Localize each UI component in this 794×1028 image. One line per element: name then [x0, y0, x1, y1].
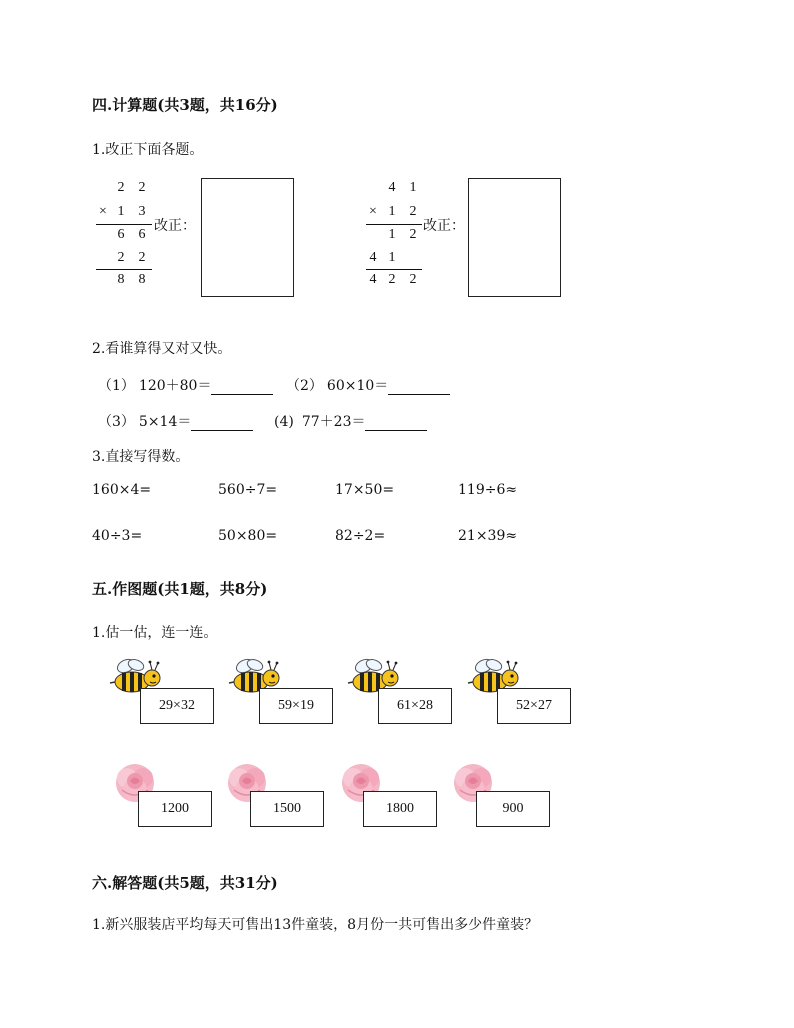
calc-item-1: [98, 375, 273, 395]
digit: 8: [138, 272, 146, 287]
digit: 4: [369, 272, 377, 287]
digit: 2: [409, 227, 417, 242]
digit: 2: [138, 180, 146, 195]
left-multiplication: [96, 180, 156, 290]
oral-calc-item: 50×80=: [218, 528, 278, 544]
divider-line: [96, 224, 152, 225]
value-box[interactable]: 1200: [138, 791, 212, 827]
question-2-prompt: 2.看谁算得又对又快。: [92, 341, 232, 357]
digit: 4: [369, 250, 377, 265]
oral-calc-item: 21×39≈: [458, 528, 518, 544]
item-number: (4): [274, 414, 294, 430]
digit: 4: [388, 180, 396, 195]
digit: 2: [409, 204, 417, 219]
expression-box[interactable]: 52×27: [497, 688, 571, 724]
digit: 1: [409, 180, 417, 195]
expression-box[interactable]: 29×32: [140, 688, 214, 724]
digit: 6: [117, 227, 125, 242]
digit: 2: [409, 272, 417, 287]
correct-label-right: 改正：: [423, 218, 465, 234]
section4-title: 四.计算题(共3题，共16分): [92, 96, 278, 114]
expression-box[interactable]: 61×28: [378, 688, 452, 724]
calc-item-4: [274, 411, 427, 431]
correct-label-left: 改正：: [154, 218, 196, 234]
item-number: （2）: [286, 378, 323, 394]
digit: 2: [388, 272, 396, 287]
item-number: （3）: [98, 414, 135, 430]
answer-blank[interactable]: [191, 414, 253, 431]
digit: 1: [388, 204, 396, 219]
times-sign: ×: [369, 204, 377, 219]
question-1-prompt: 1.改正下面各题。: [92, 142, 204, 158]
digit: 2: [117, 250, 125, 265]
divider-line: [366, 224, 422, 225]
word-problem-1: 1.新兴服装店平均每天可售出13件童装，8月份一共可售出多少件童装？: [92, 917, 539, 933]
divider-line: [366, 269, 422, 270]
digit: 3: [138, 204, 146, 219]
calc-item-3: [98, 411, 253, 431]
item-number: （1）: [98, 378, 135, 394]
estimate-connect-prompt: 1.估一估，连一连。: [92, 625, 218, 641]
item-expression: 5×14＝: [138, 414, 192, 430]
oral-calc-item: 17×50=: [335, 482, 395, 498]
oral-calc-item: 160×4=: [92, 482, 152, 498]
answer-box-left[interactable]: [201, 178, 294, 297]
value-box[interactable]: 1800: [363, 791, 437, 827]
digit: 8: [117, 272, 125, 287]
expression-box[interactable]: 59×19: [259, 688, 333, 724]
answer-box-right[interactable]: [468, 178, 561, 297]
oral-calc-item: 82÷2=: [335, 528, 386, 544]
oral-calc-item: 119÷6≈: [458, 482, 518, 498]
value-box[interactable]: 1500: [250, 791, 324, 827]
digit: 1: [388, 250, 396, 265]
divider-line: [96, 269, 152, 270]
answer-blank[interactable]: [388, 378, 450, 395]
times-sign: ×: [99, 204, 107, 219]
digit: 6: [138, 227, 146, 242]
oral-calc-item: 560÷7=: [218, 482, 278, 498]
digit: 2: [138, 250, 146, 265]
item-expression: 77＋23＝: [301, 414, 366, 430]
section5-title: 五.作图题(共1题，共8分): [92, 580, 268, 598]
answer-blank[interactable]: [365, 414, 427, 431]
right-multiplication: [366, 180, 426, 290]
section6-title: 六.解答题(共5题，共31分): [92, 874, 278, 892]
value-box[interactable]: 900: [476, 791, 550, 827]
digit: 1: [388, 227, 396, 242]
digit: 2: [117, 180, 125, 195]
calc-item-2: [286, 375, 450, 395]
question-3-prompt: 3.直接写得数。: [92, 449, 190, 465]
answer-blank[interactable]: [211, 378, 273, 395]
oral-calc-item: 40÷3=: [92, 528, 143, 544]
digit: 1: [117, 204, 125, 219]
item-expression: 120＋80＝: [138, 378, 212, 394]
item-expression: 60×10＝: [326, 378, 389, 394]
